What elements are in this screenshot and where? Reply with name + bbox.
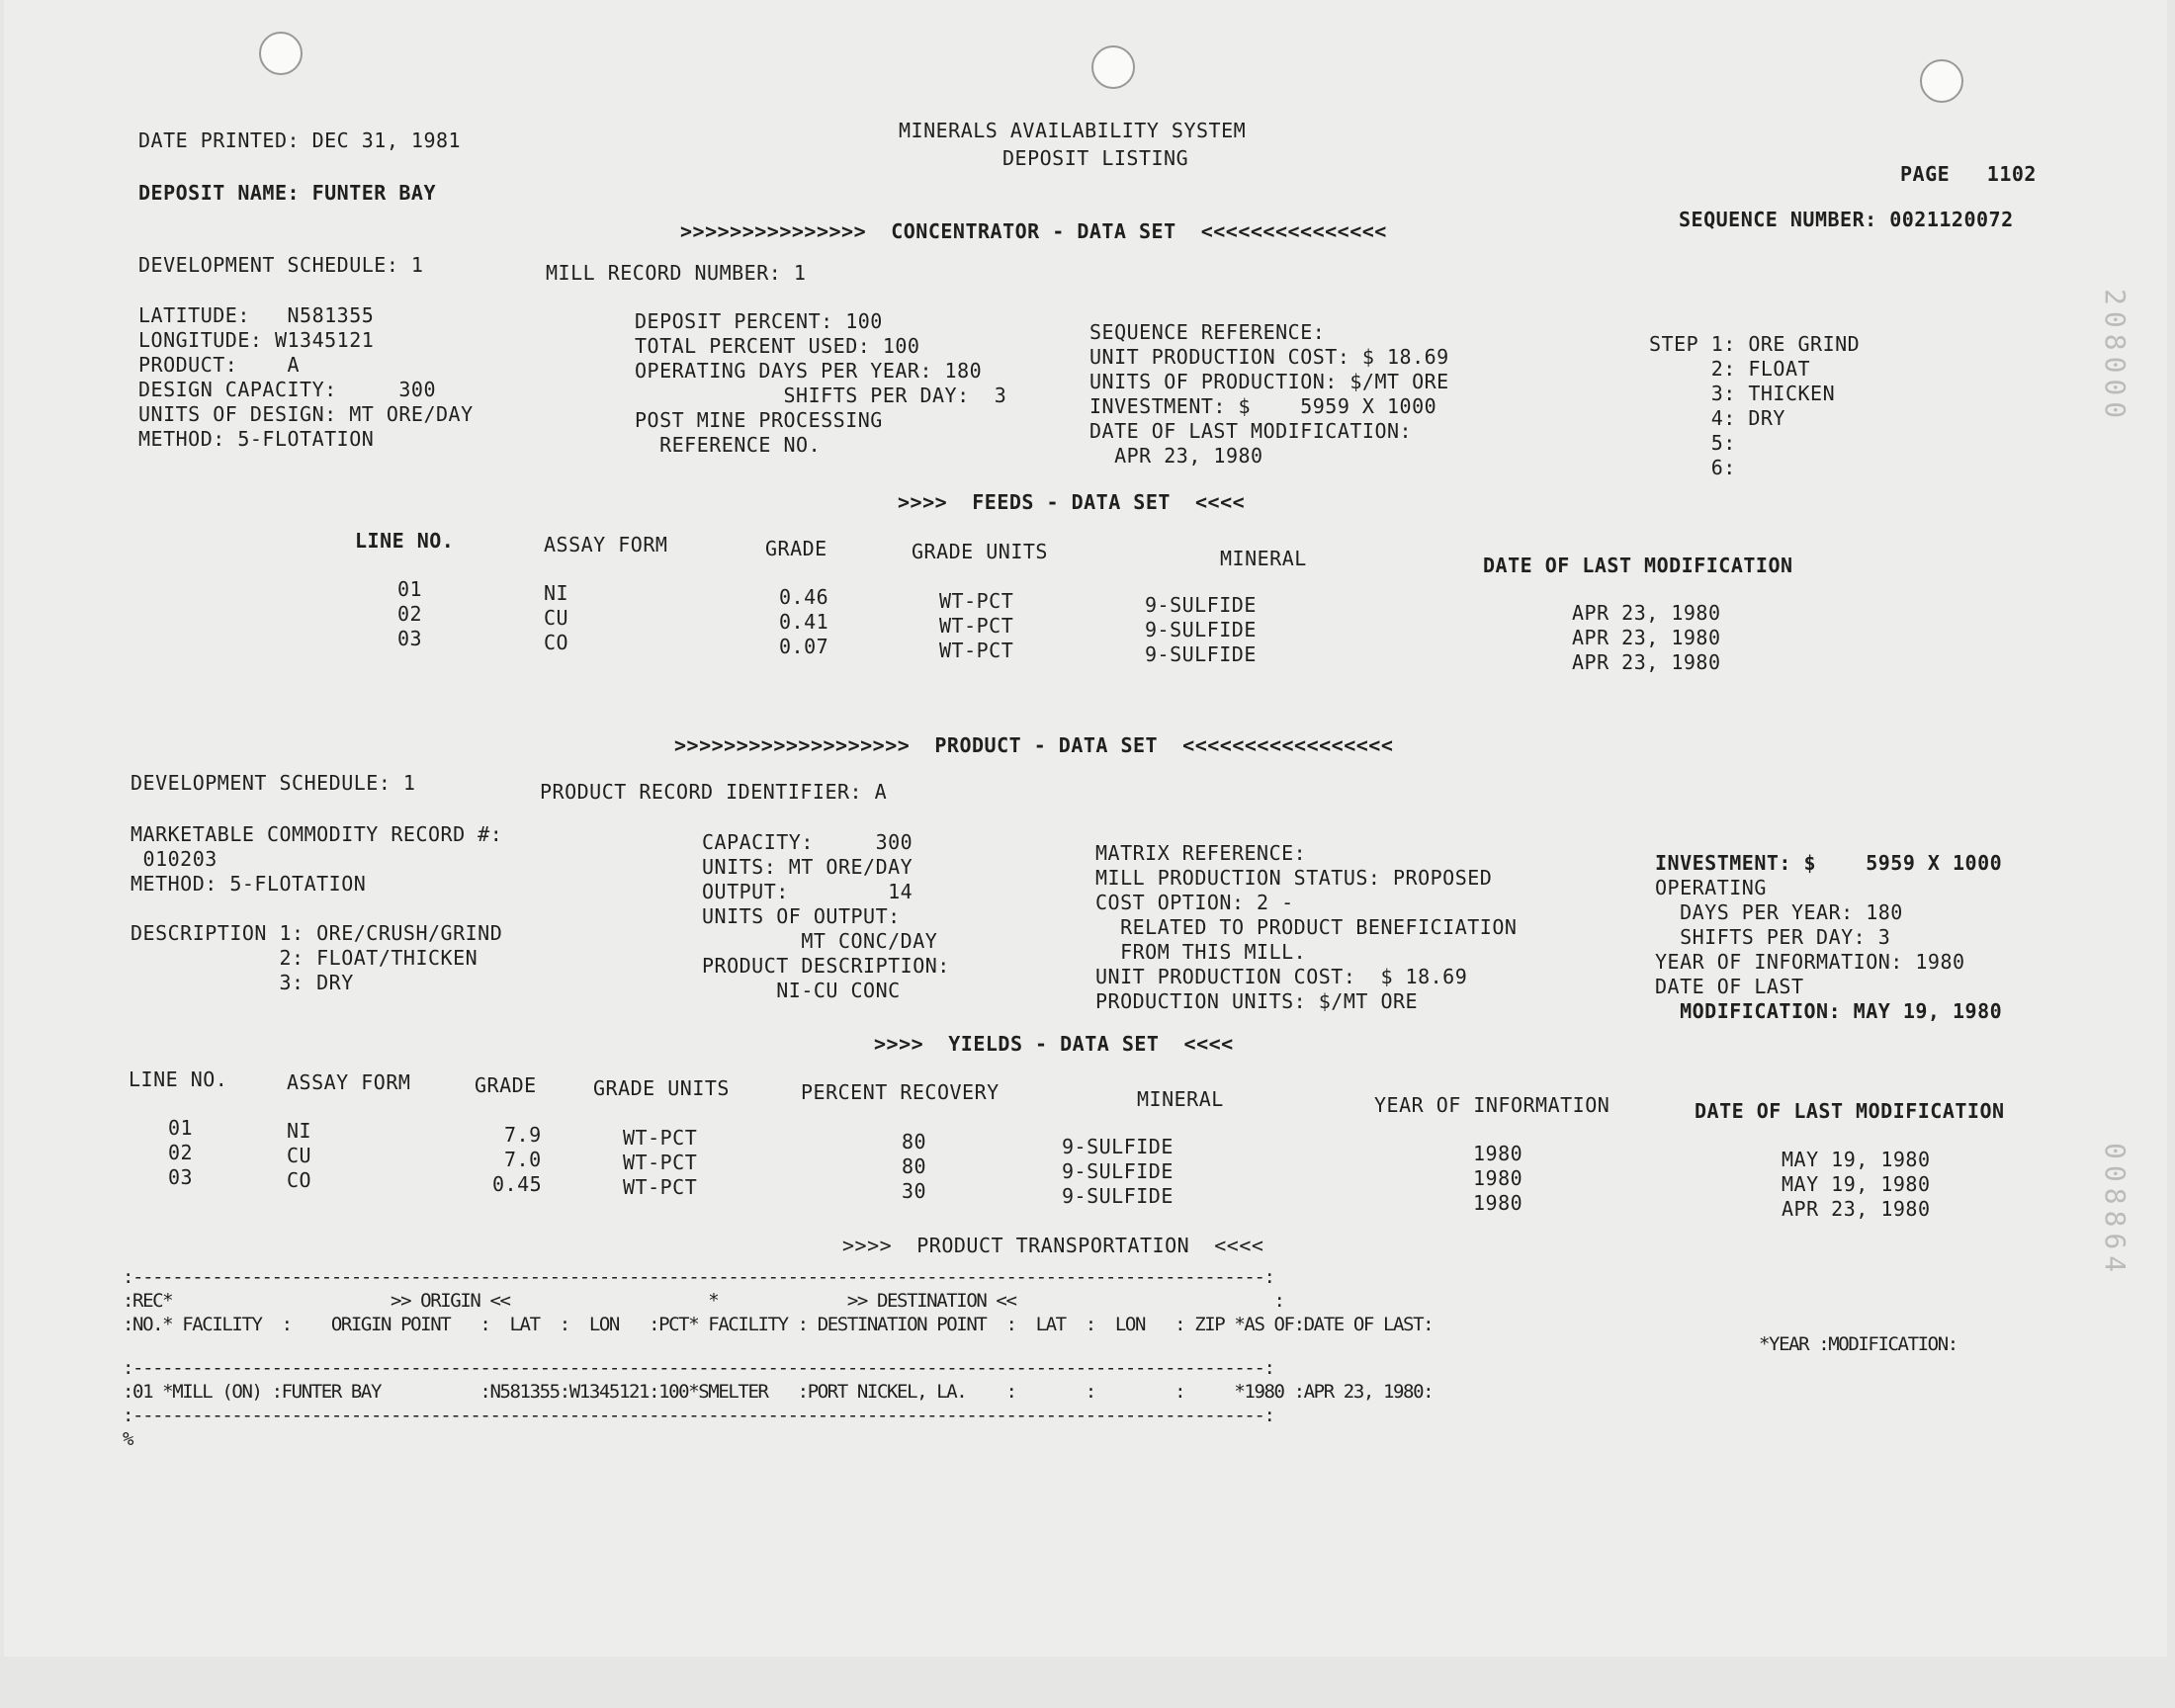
field: UNITS OF DESIGN: MT ORE/DAY <box>138 402 474 426</box>
cell: 7.0 <box>504 1148 542 1171</box>
field: COST OPTION: 2 - <box>1095 891 1294 914</box>
field: 3: DRY <box>130 971 354 994</box>
field: DATE OF LAST <box>1655 975 1804 998</box>
column-header: LINE NO. <box>129 1068 228 1091</box>
column-header: MINERAL <box>1137 1087 1224 1111</box>
column-header: DATE OF LAST MODIFICATION <box>1695 1099 2005 1123</box>
field: INVESTMENT: $ 5959 X 1000 <box>1655 851 2003 875</box>
listing-title: DEPOSIT LISTING <box>1002 146 1189 170</box>
cell: 1980 <box>1473 1166 1523 1190</box>
field: METHOD: 5-FLOTATION <box>138 427 375 451</box>
field: 010203 <box>130 847 218 871</box>
cell: 9-SULFIDE <box>1145 618 1257 641</box>
cell: WT-PCT <box>939 614 1014 638</box>
field: UNITS OF PRODUCTION: $/MT ORE <box>1089 370 1449 393</box>
cell: CO <box>544 631 569 654</box>
field: MT CONC/DAY <box>702 929 938 953</box>
field: INVESTMENT: $ 5959 X 1000 <box>1089 394 1437 418</box>
field: MODIFICATION: MAY 19, 1980 <box>1655 999 2003 1023</box>
cell: 9-SULFIDE <box>1145 593 1257 617</box>
transport-line: :------------------------------------------------------------------------------------------------------------------: <box>123 1266 1274 1288</box>
column-header: GRADE UNITS <box>593 1076 730 1100</box>
field: UNITS OF OUTPUT: <box>702 904 901 928</box>
field: UNITS: MT ORE/DAY <box>702 855 914 879</box>
field: SHIFTS PER DAY: 3 <box>635 384 1007 407</box>
field: DAYS PER YEAR: 180 <box>1655 900 1903 924</box>
transport-line: % <box>123 1428 134 1450</box>
column-header: ASSAY FORM <box>544 533 668 556</box>
field: MATRIX REFERENCE: <box>1095 841 1307 865</box>
mill-record-number: MILL RECORD NUMBER: 1 <box>546 261 807 285</box>
step: 5: <box>1649 431 1736 455</box>
field: PRODUCT DESCRIPTION: <box>702 954 950 978</box>
cell: 03 <box>168 1165 194 1189</box>
cell: MAY 19, 1980 <box>1782 1148 1931 1171</box>
field: REFERENCE NO. <box>635 433 822 457</box>
transport-line: :REC* >> ORIGIN << * >> DESTINATION << : <box>123 1290 1284 1312</box>
field: PRODUCTION UNITS: $/MT ORE <box>1095 989 1419 1013</box>
column-header: LINE NO. <box>355 529 455 553</box>
cell: 1980 <box>1473 1191 1523 1215</box>
punch-hole <box>1091 45 1135 89</box>
cell: 02 <box>168 1141 194 1164</box>
cell: 80 <box>902 1154 927 1178</box>
step: STEP 1: ORE GRIND <box>1649 332 1861 356</box>
step: 6: <box>1649 456 1736 479</box>
column-header: PERCENT RECOVERY <box>801 1080 1000 1104</box>
transport-line: *YEAR :MODIFICATION: <box>1759 1333 1958 1355</box>
column-header: YEAR OF INFORMATION <box>1374 1093 1610 1117</box>
deposit-name: DEPOSIT NAME: FUNTER BAY <box>138 181 436 205</box>
cell: 9-SULFIDE <box>1062 1159 1174 1183</box>
field: OPERATING DAYS PER YEAR: 180 <box>635 359 983 383</box>
transport-line: :01 *MILL (ON) :FUNTER BAY :N581355:W1345121:100*SMELTER :PORT NICKEL, LA. : : : *1980 :APR 23, 1980: <box>123 1381 1434 1403</box>
field: TOTAL PERCENT USED: 100 <box>635 334 920 358</box>
cell: 02 <box>397 602 423 626</box>
field: DATE OF LAST MODIFICATION: <box>1089 419 1413 443</box>
cell: MAY 19, 1980 <box>1782 1172 1931 1196</box>
cell: APR 23, 1980 <box>1572 626 1721 649</box>
step: 2: FLOAT <box>1649 357 1811 381</box>
step: 3: THICKEN <box>1649 382 1836 405</box>
column-header: GRADE <box>765 537 827 560</box>
cell: 0.41 <box>779 610 829 634</box>
system-title: MINERALS AVAILABILITY SYSTEM <box>899 119 1247 142</box>
field: LONGITUDE: W1345121 <box>138 328 375 352</box>
field: METHOD: 5-FLOTATION <box>130 872 367 896</box>
cell: 0.46 <box>779 585 829 609</box>
punch-hole <box>1920 59 1963 103</box>
transport-title: >>>> PRODUCT TRANSPORTATION <<<< <box>842 1234 1264 1257</box>
field: OUTPUT: 14 <box>702 880 914 903</box>
field: POST MINE PROCESSING <box>635 408 883 432</box>
margin-stamp: 008864 <box>2099 1143 2132 1279</box>
field: YEAR OF INFORMATION: 1980 <box>1655 950 1965 974</box>
field: LATITUDE: N581355 <box>138 303 375 327</box>
column-header: GRADE <box>475 1073 537 1097</box>
cell: 01 <box>397 577 423 601</box>
field: DEPOSIT PERCENT: 100 <box>635 309 883 333</box>
cell: APR 23, 1980 <box>1572 650 1721 674</box>
cell: 30 <box>902 1179 927 1203</box>
cell: 0.45 <box>492 1172 543 1196</box>
concentrator-title: >>>>>>>>>>>>>>> CONCENTRATOR - DATA SET <<<<<<<<<<<<<<< <box>680 219 1387 243</box>
cell: 9-SULFIDE <box>1062 1135 1174 1158</box>
column-header: ASSAY FORM <box>287 1070 411 1094</box>
punch-hole <box>259 32 303 75</box>
document-page <box>4 0 2167 1657</box>
column-header: DATE OF LAST MODIFICATION <box>1483 554 1793 577</box>
dev-schedule: DEVELOPMENT SCHEDULE: 1 <box>138 253 424 277</box>
field: 2: FLOAT/THICKEN <box>130 946 478 970</box>
yields-title: >>>> YIELDS - DATA SET <<<< <box>874 1032 1234 1056</box>
feeds-title: >>>> FEEDS - DATA SET <<<< <box>898 490 1246 514</box>
dev-schedule: DEVELOPMENT SCHEDULE: 1 <box>130 771 416 795</box>
cell: NI <box>544 581 569 605</box>
field: APR 23, 1980 <box>1089 444 1263 468</box>
transport-line: :NO.* FACILITY : ORIGIN POINT : LAT : LON :PCT* FACILITY : DESTINATION POINT : LAT : LON : ZIP *AS OF:DATE OF LAST: <box>123 1314 1434 1335</box>
cell: WT-PCT <box>623 1175 698 1199</box>
transport-line: :------------------------------------------------------------------------------------------------------------------: <box>123 1357 1274 1379</box>
field: PRODUCT: A <box>138 353 301 377</box>
field: OPERATING <box>1655 876 1767 899</box>
field: UNIT PRODUCTION COST: $ 18.69 <box>1095 965 1468 988</box>
cell: NI <box>287 1119 312 1143</box>
cell: APR 23, 1980 <box>1782 1197 1931 1221</box>
product-title: >>>>>>>>>>>>>>>>>>> PRODUCT - DATA SET <<<<<<<<<<<<<<<<< <box>674 733 1394 757</box>
cell: WT-PCT <box>939 639 1014 662</box>
field: MARKETABLE COMMODITY RECORD #: <box>130 822 503 846</box>
cell: 9-SULFIDE <box>1145 642 1257 666</box>
cell: 80 <box>902 1130 927 1153</box>
field: CAPACITY: 300 <box>702 830 914 854</box>
cell: CU <box>544 606 569 630</box>
field: SEQUENCE REFERENCE: <box>1089 320 1326 344</box>
transport-line: :------------------------------------------------------------------------------------------------------------------: <box>123 1405 1274 1426</box>
field: DESCRIPTION 1: ORE/CRUSH/GRIND <box>130 921 503 945</box>
cell: 0.07 <box>779 635 829 658</box>
cell: 9-SULFIDE <box>1062 1184 1174 1208</box>
column-header: MINERAL <box>1220 547 1307 570</box>
column-header: GRADE UNITS <box>912 540 1048 563</box>
cell: CU <box>287 1144 312 1167</box>
date-printed: DATE PRINTED: DEC 31, 1981 <box>138 128 462 152</box>
margin-stamp: 208000 <box>2099 289 2132 425</box>
cell: CO <box>287 1168 312 1192</box>
cell: WT-PCT <box>623 1126 698 1150</box>
page-number: PAGE 1102 <box>1900 162 2037 186</box>
cell: WT-PCT <box>939 589 1014 613</box>
sequence-number: SEQUENCE NUMBER: 0021120072 <box>1679 208 2014 231</box>
field: UNIT PRODUCTION COST: $ 18.69 <box>1089 345 1449 369</box>
cell: 1980 <box>1473 1142 1523 1165</box>
field: RELATED TO PRODUCT BENEFICIATION <box>1095 915 1518 939</box>
cell: WT-PCT <box>623 1151 698 1174</box>
cell: 7.9 <box>504 1123 542 1147</box>
product-record-identifier: PRODUCT RECORD IDENTIFIER: A <box>540 780 888 804</box>
step: 4: DRY <box>1649 406 1785 430</box>
field: DESIGN CAPACITY: 300 <box>138 378 436 401</box>
field: FROM THIS MILL. <box>1095 940 1307 964</box>
cell: 03 <box>397 627 423 650</box>
field: NI-CU CONC <box>702 979 901 1002</box>
cell: APR 23, 1980 <box>1572 601 1721 625</box>
cell: 01 <box>168 1116 194 1140</box>
field: SHIFTS PER DAY: 3 <box>1655 925 1891 949</box>
field: MILL PRODUCTION STATUS: PROPOSED <box>1095 866 1493 890</box>
